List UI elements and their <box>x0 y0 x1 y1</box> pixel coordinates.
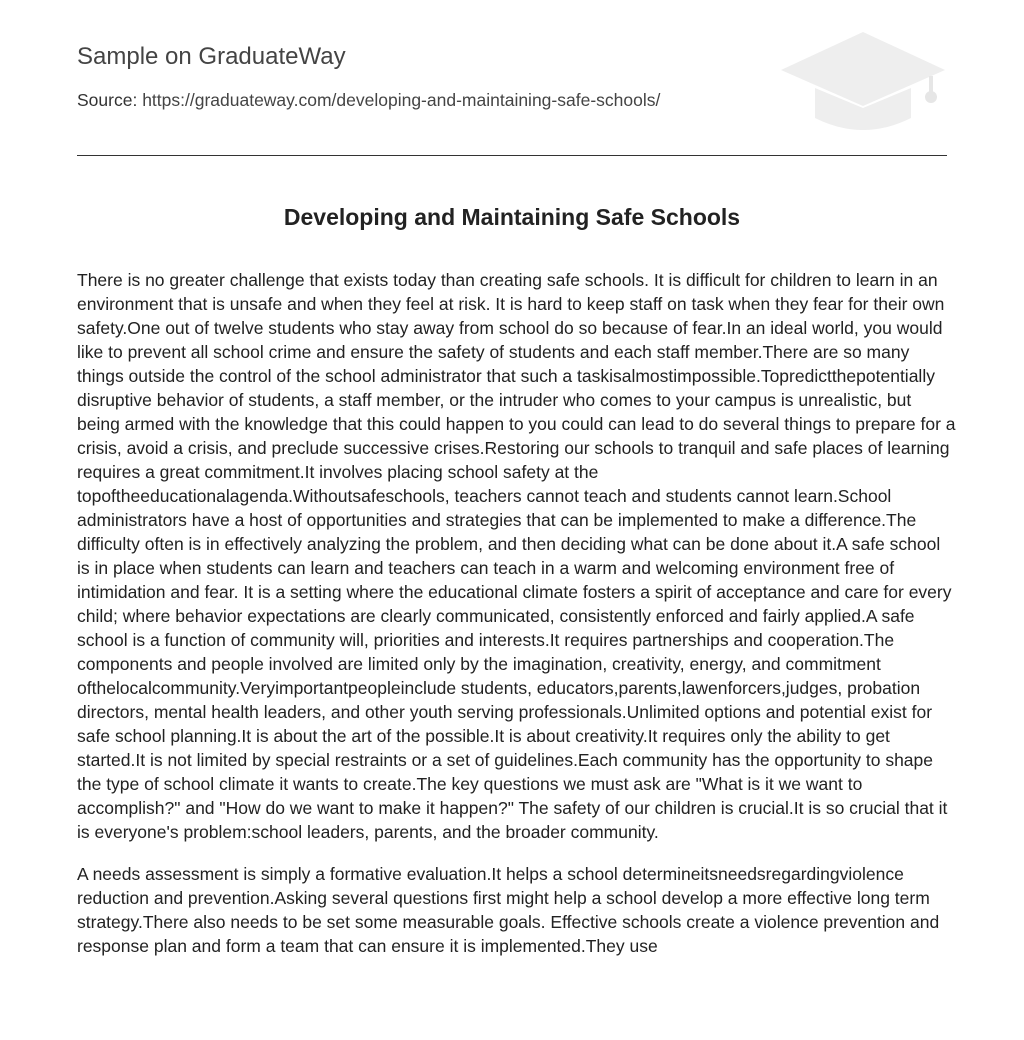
source-line <box>77 90 660 111</box>
page-header <box>77 0 947 156</box>
paragraph-2: A needs assessment is simply a formative evaluation.It helps a school determineitsneedsregardingviolence reduction and prevention.Asking several questions first might help a school develop a more effective long term strategy.There also needs to be set some measurable goals. Effective schools create a violence prevention and response plan and form a team that can ensure it is implemented.They use <box>77 864 940 956</box>
paragraph-1: There is no greater challenge that exists today than creating safe schools. It is difficult for children to learn in an environment that is unsafe and when they feel at risk. It is hard to keep staff on task when they fear for their own safety.One out of twelve students who stay away from school do so because of fear.In an ideal world, you would like to prevent all school crime and ensure the safety of students and each staff member.There are so many things outside the control of the school administrator that such a taskisalmostimpossible.Topredictthepotentially disruptive behavior of students, a staff member, or the intruder who comes to your campus is unrealistic, but being armed with the knowledge that this could happen to you could can lead to do several things to prepare for a crisis, avoid a crisis, and preclude successive crises.Restoring our schools to tranquil and safe places of learning requires a great commitment.It involves placing school safety at the topoftheeducationalagenda.Withoutsafeschools, teachers cannot teach and students cannot learn.School administrators have a host of opportunities and strategies that can be implemented to make a difference.The difficulty often is in effectively analyzing the problem, and then deciding what can be done about it.A safe school is in place when students can learn and teachers can teach in a warm and welcoming environment free of intimidation and fear. It is a setting where the educational climate fosters a spirit of acceptance and care for every child; where behavior expectations are clearly communicated, consistently enforced and fairly applied.A safe school is a function of community will, priorities and interests.It requires partnerships and cooperation.The components and people involved are limited only by the imagination, creativity, energy, and commitment ofthelocalcommunity.Veryimportantpeopleinclude students, educators,parents,lawenforcers,judges, probation directors, mental health leaders, and other youth serving professionals.Unlimited options and potential exist for safe school planning.It is about the art of the possible.It is about creativity.It requires only the ability to get started.It is not limited by special restraints or a set of guidelines.Each community has the opportunity to shape the type of school climate it wants to create.The key questions we must ask are "What is it we want to accomplish?" and "How do we want to make it happen?" The safety of our children is crucial.It is so crucial that it is everyone's problem:school leaders, parents, and the broader community. <box>77 270 956 842</box>
document-title: Developing and Maintaining Safe Schools <box>283 204 741 230</box>
graduation-cap-icon <box>779 30 947 134</box>
header-divider <box>77 155 947 156</box>
source-link[interactable]: https://graduateway.com/developing-and-maintaining-safe-schools/ <box>142 90 661 110</box>
site-title: Sample on GraduateWay <box>77 43 346 70</box>
source-label: Source: <box>77 90 138 110</box>
document-body <box>77 268 957 958</box>
